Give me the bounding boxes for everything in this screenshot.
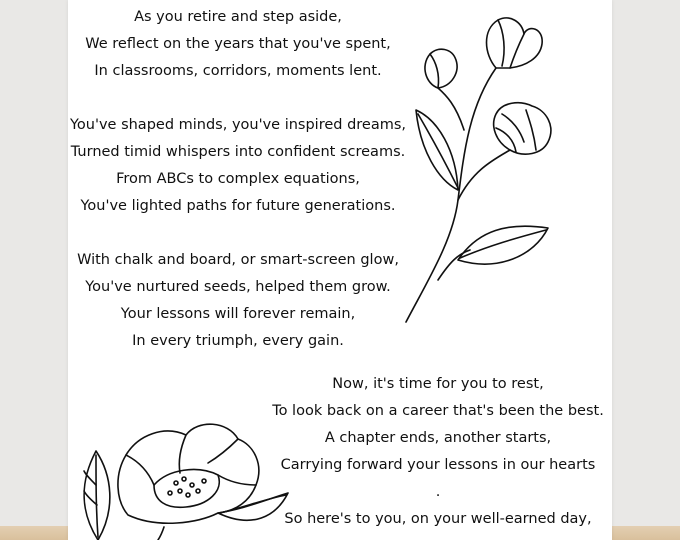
poem-line: Your lessons will forever remain, bbox=[120, 306, 356, 322]
poem-card bbox=[68, 0, 612, 540]
poem-line: You've shaped minds, you've inspired dreams, bbox=[69, 117, 407, 133]
poem-line: . bbox=[435, 484, 441, 500]
poem-line: So here's to you, on your well-earned day, bbox=[284, 511, 592, 527]
poem-line: In classrooms, corridors, moments lent. bbox=[94, 63, 382, 79]
poem-line: You've nurtured seeds, helped them grow. bbox=[85, 279, 391, 295]
poem-line: To look back on a career that's been the best. bbox=[272, 403, 604, 419]
peony-illustration bbox=[68, 405, 293, 540]
poem-line: We reflect on the years that you've spent, bbox=[85, 36, 391, 52]
poem-line: You've lighted paths for future generations. bbox=[80, 198, 396, 214]
poem-line: Now, it's time for you to rest, bbox=[332, 376, 544, 392]
poem-line: A chapter ends, another starts, bbox=[324, 430, 552, 446]
poem-line: As you retire and step aside, bbox=[134, 9, 342, 25]
poem-line: Turned timid whispers into confident screams. bbox=[70, 144, 406, 160]
poem-line: In every triumph, every gain. bbox=[132, 333, 344, 349]
poem-line: From ABCs to complex equations, bbox=[116, 171, 360, 187]
rose-sprig-illustration bbox=[398, 10, 558, 330]
poem-line: With chalk and board, or smart-screen glow, bbox=[77, 252, 399, 268]
poem-line: Carrying forward your lessons in our hearts bbox=[280, 457, 596, 473]
